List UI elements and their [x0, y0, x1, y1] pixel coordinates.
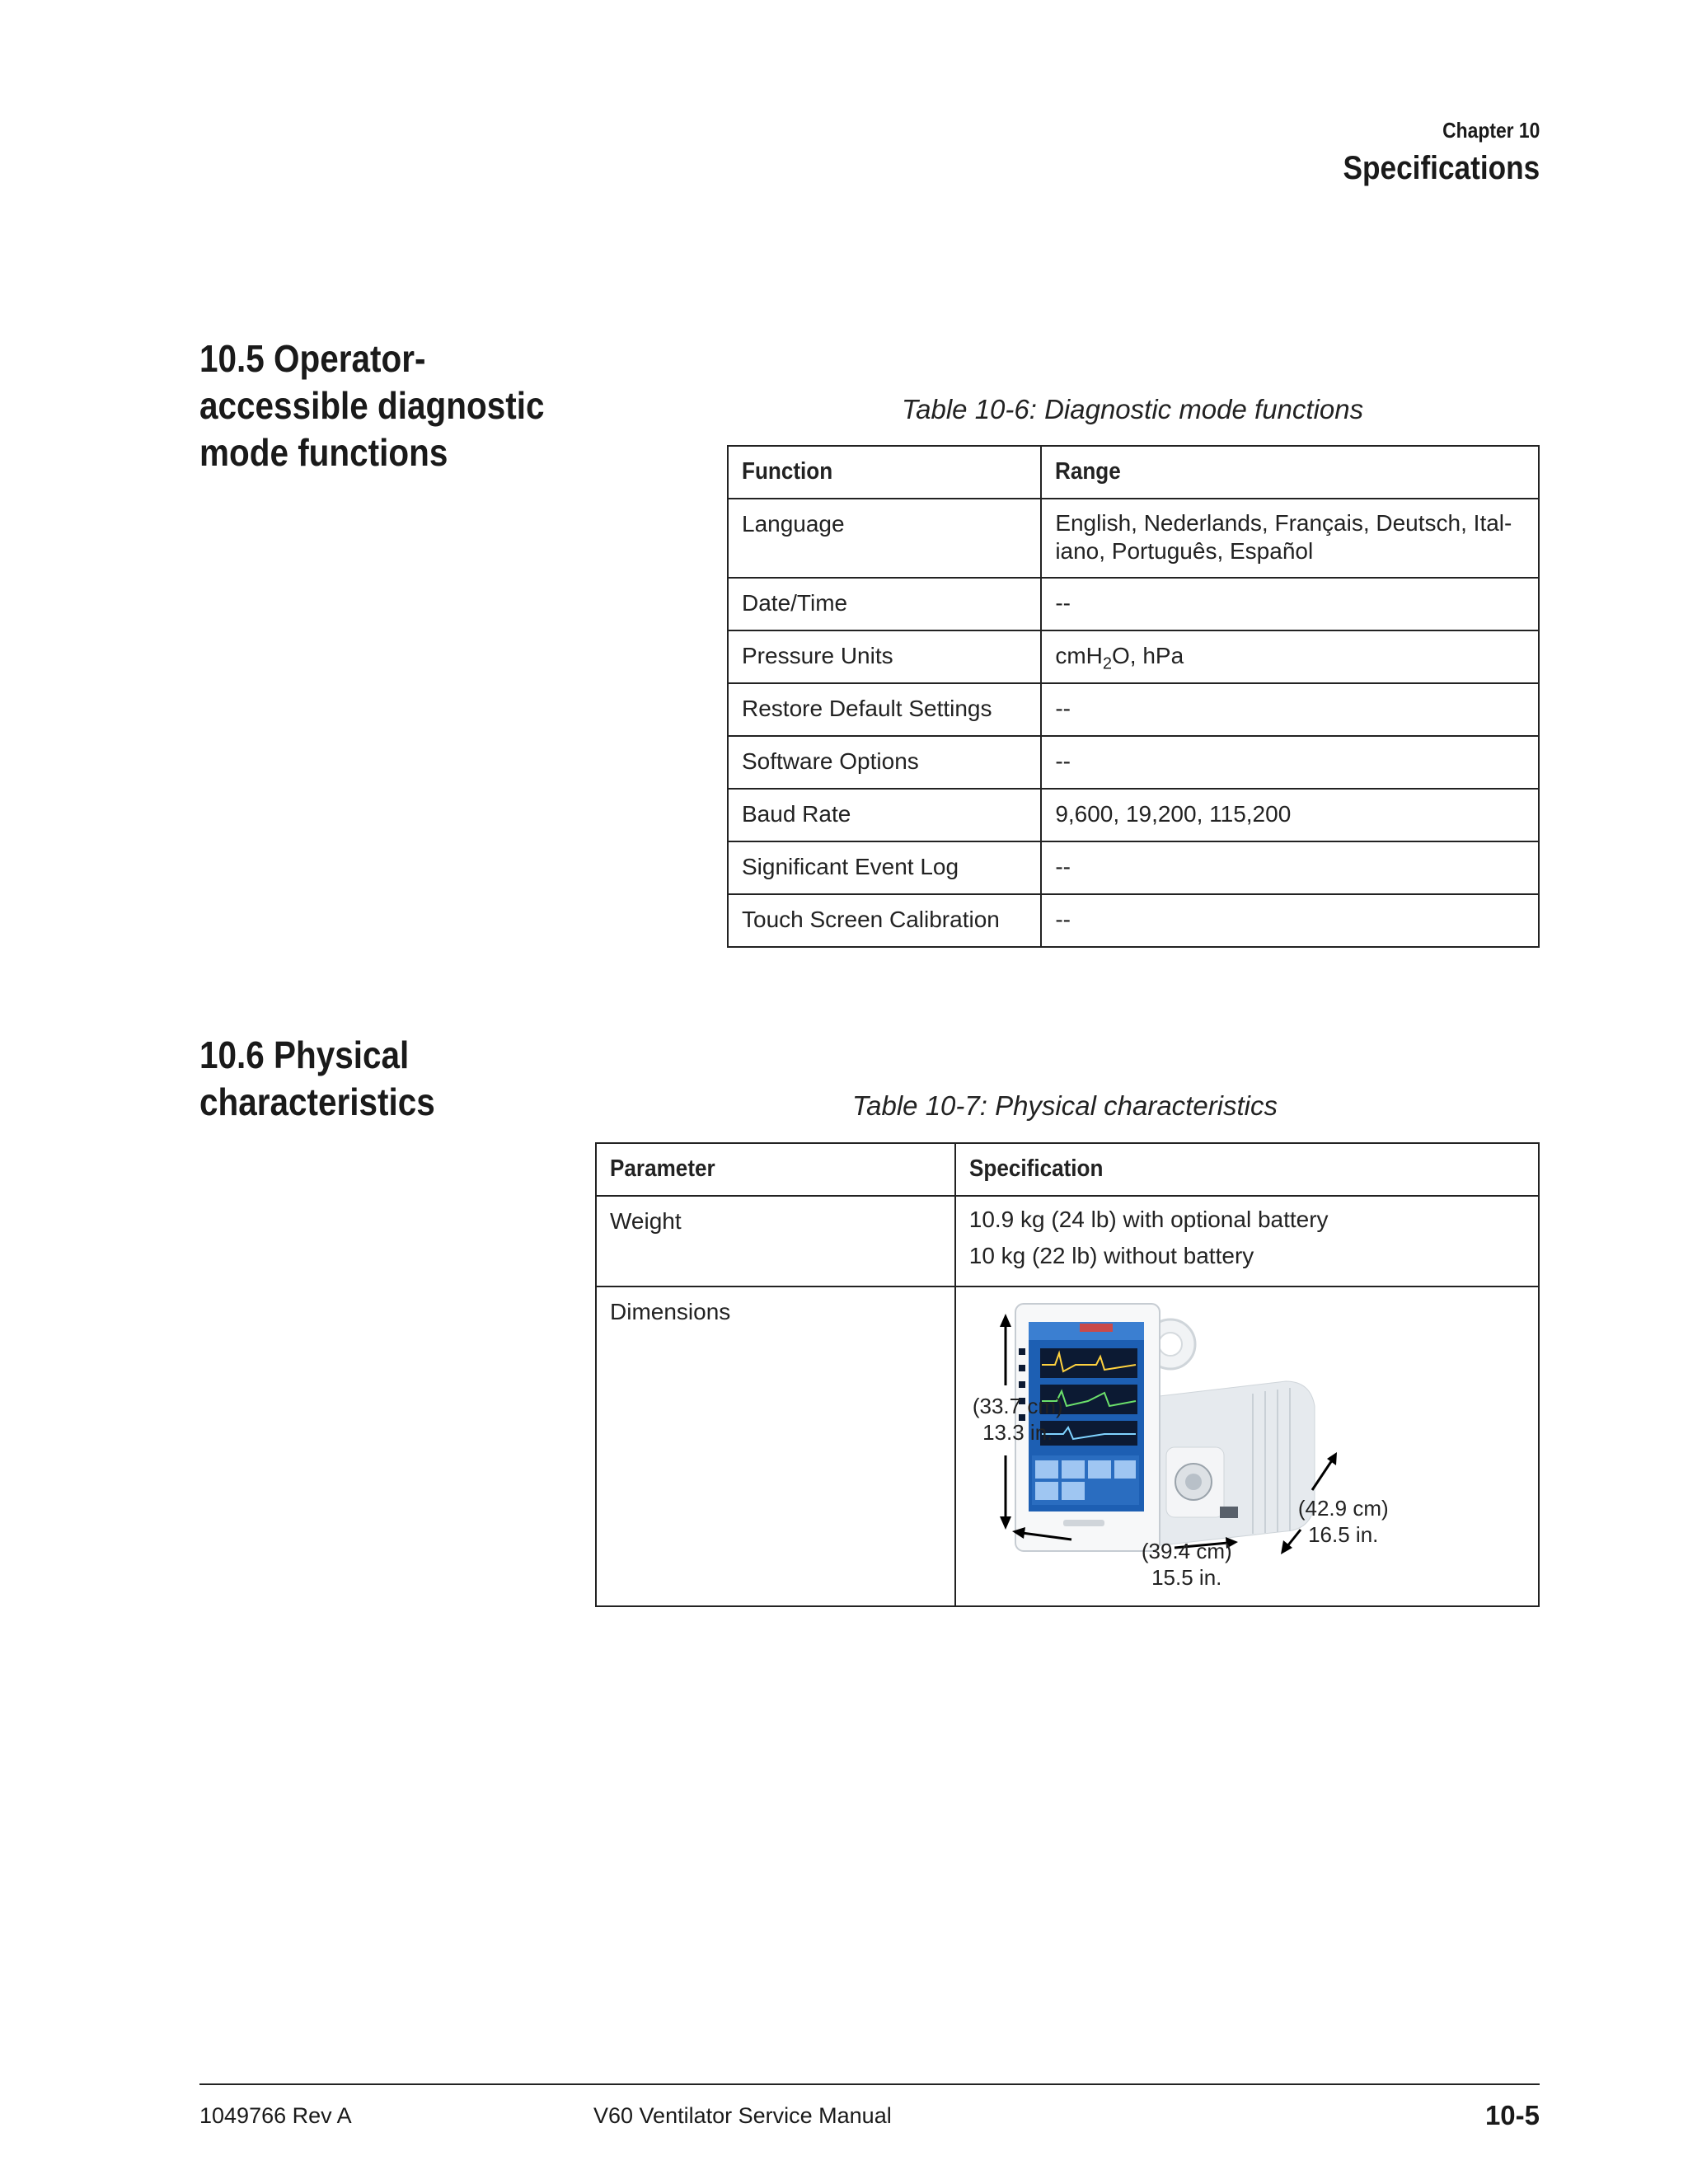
function-cell: Significant Event Log [728, 841, 1041, 894]
table-row [728, 841, 1539, 894]
table-row [728, 789, 1539, 841]
column-header-range: Range [1041, 446, 1539, 499]
ventilator-dimensions-figure [972, 1299, 1409, 1590]
range-cell: English, Nederlands, Français, Deutsch, Ital-iano, Português, Español [1041, 499, 1539, 578]
function-cell: Restore Default Settings [728, 683, 1041, 736]
table-row [596, 1196, 1539, 1286]
function-cell: Date/Time [728, 578, 1041, 630]
function-cell: Language [728, 499, 1041, 578]
chapter-label: Chapter 10 [1442, 118, 1540, 143]
range-cell: -- [1041, 683, 1539, 736]
footer-document-number: 1049766 Rev A [199, 2103, 352, 2128]
table-row [728, 499, 1539, 578]
footer-page-number: 10-5 [1484, 2100, 1540, 2130]
table-header-row [728, 446, 1539, 499]
range-cell: -- [1041, 736, 1539, 789]
range-cell: -- [1041, 841, 1539, 894]
specification-cell [955, 1286, 1539, 1606]
table-row [596, 1286, 1539, 1606]
table-row [728, 630, 1539, 683]
footer-divider [199, 2083, 1540, 2085]
physical-characteristics-table [595, 1142, 1540, 1607]
function-cell: Touch Screen Calibration [728, 894, 1041, 947]
specification-cell [955, 1196, 1539, 1286]
footer-manual-title: V60 Ventilator Service Manual [593, 2103, 892, 2128]
table-row [728, 683, 1539, 736]
function-cell: Software Options [728, 736, 1041, 789]
section-heading-diagnostic: 10.5 Operator-accessible diagnostic mode functions [199, 337, 545, 474]
height-dimension-label: (33.7 cm) 13.3 in. [972, 1394, 1063, 1445]
function-cell: Pressure Units [728, 630, 1041, 683]
parameter-cell: Weight [596, 1196, 955, 1286]
range-cell: 9,600, 19,200, 115,200 [1041, 789, 1539, 841]
table-caption-physical: Table 10-7: Physical characteristics [852, 1090, 1278, 1121]
column-header-function: Function [728, 446, 1041, 499]
column-header-parameter: Parameter [596, 1143, 955, 1196]
table-row [728, 736, 1539, 789]
chapter-title: Specifications [1343, 150, 1540, 186]
table-row [728, 578, 1539, 630]
diagnostic-functions-table [727, 445, 1540, 948]
range-cell: cmH$_2$O, hPa [1041, 630, 1539, 683]
table-row [728, 894, 1539, 947]
width-dimension-label: (39.4 cm) 15.5 in. [1141, 1539, 1232, 1590]
range-cell: -- [1041, 578, 1539, 630]
depth-dimension-label: (42.9 cm) 16.5 in. [1297, 1496, 1389, 1547]
range-cell: -- [1041, 894, 1539, 947]
table-caption-diagnostic: Table 10-6: Diagnostic mode functions [902, 394, 1364, 424]
section-heading-physical: 10.6 Physical characteristics [199, 1033, 435, 1123]
function-cell: Baud Rate [728, 789, 1041, 841]
column-header-specification: Specification [955, 1143, 1539, 1196]
table-header-row [596, 1143, 1539, 1196]
weight-with-battery: 10.9 kg (24 lb) with optional battery [968, 1207, 1329, 1232]
parameter-cell: Dimensions [596, 1286, 955, 1606]
weight-without-battery: 10 kg (22 lb) without battery [968, 1243, 1254, 1268]
